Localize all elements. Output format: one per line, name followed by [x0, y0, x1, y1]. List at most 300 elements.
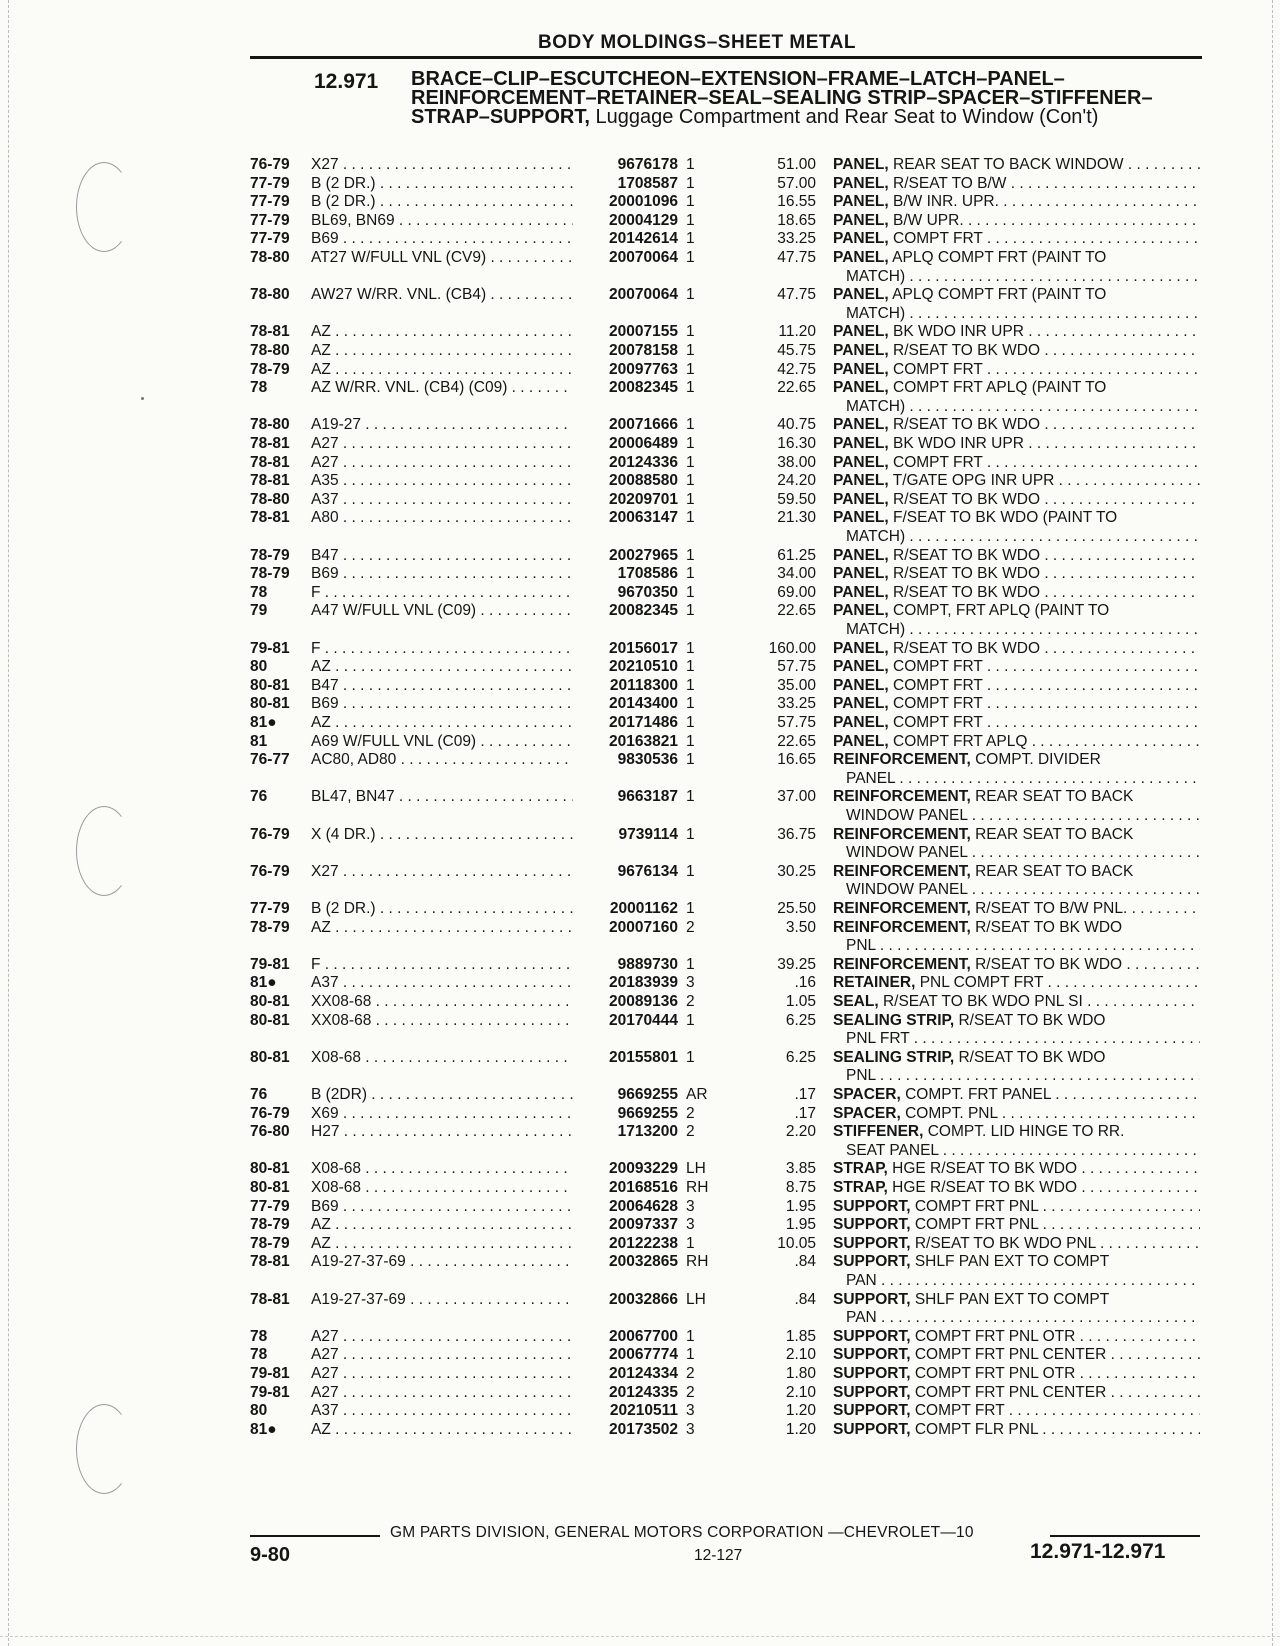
description-text: R/SEAT TO BK WDO: [893, 342, 1041, 359]
description-line-2: MATCH) . . .: [833, 528, 1200, 547]
description-text: R/SEAT TO BK WDO: [893, 639, 1041, 657]
description-line-1: [833, 286, 1200, 305]
model-year: 78-80: [250, 416, 290, 434]
description-text: R/SEAT TO B/W PNL.: [975, 900, 1128, 917]
part-description: [833, 1402, 1200, 1421]
part-description: [833, 361, 1200, 380]
price: 33.25: [777, 230, 816, 248]
quantity: 3: [686, 1402, 695, 1420]
part-name: REINFORCEMENT,: [833, 862, 971, 880]
description-line-1: [833, 175, 1200, 194]
model-code: AZ . . .: [311, 323, 573, 342]
description-line-2: PANEL . . .: [833, 770, 1200, 789]
model-code: A27 . . .: [311, 454, 573, 473]
description-text: R/SEAT TO BK WDO PNL: [914, 1234, 1096, 1252]
description-line-2: PAN . . .: [833, 1272, 1200, 1291]
model-year: 81●: [250, 1420, 277, 1438]
description-line-1: [833, 974, 1200, 993]
quantity: 2: [686, 1383, 695, 1401]
description-line-1: [833, 677, 1200, 696]
model-code: A27 . . .: [311, 1365, 573, 1384]
part-description: [833, 695, 1200, 714]
model-year: 80-81: [250, 1011, 290, 1029]
model-year: 78-80: [250, 249, 290, 266]
part-description: [833, 826, 1200, 863]
description-text: BK WDO INR UPR: [893, 323, 1024, 341]
description-text: COMPT FRT PNL CENTER: [914, 1383, 1107, 1401]
part-name: REINFORCEMENT,: [833, 825, 971, 843]
model-year: 77-79: [250, 193, 290, 211]
description-text: COMPT FRT: [893, 360, 983, 378]
quantity: 1: [686, 751, 695, 769]
quantity: RH: [686, 1179, 709, 1196]
part-number: 20088580: [609, 472, 678, 490]
model-year: 78-80: [250, 342, 290, 359]
part-name: SUPPORT,: [833, 1346, 911, 1364]
model-year: 80-81: [250, 1179, 290, 1196]
part-number: 20070064: [609, 249, 678, 266]
part-name: REINFORCEMENT,: [833, 955, 971, 973]
footer-page-number: 12-127: [694, 1547, 743, 1564]
part-number: 20118300: [609, 676, 678, 694]
description-text: R/SEAT TO BK WDO: [893, 583, 1041, 601]
quantity: 1: [686, 788, 695, 806]
part-number: 20027965: [609, 546, 678, 564]
quantity: 1: [686, 714, 695, 731]
description-text: COMPT FRT PNL CENTER: [914, 1346, 1107, 1364]
quantity: 3: [686, 1197, 695, 1215]
quantity: 2: [686, 1104, 695, 1122]
description-line-1: [833, 193, 1200, 212]
part-name: SUPPORT,: [833, 1383, 911, 1401]
model-year: 78: [250, 1327, 268, 1345]
model-code: H27 . . .: [311, 1123, 573, 1142]
part-name: SEAL,: [833, 993, 879, 1010]
part-name: PANEL,: [833, 156, 889, 173]
model-year: 80-81: [250, 993, 290, 1010]
model-code: AZ . . .: [311, 1421, 573, 1440]
part-number: 20155801: [609, 1048, 678, 1066]
part-description: [833, 751, 1200, 788]
description-line-1: [833, 658, 1200, 677]
price: 1.20: [785, 1420, 816, 1438]
header-rule: [250, 56, 1202, 59]
quantity: 1: [686, 1327, 695, 1345]
model-year: 81: [250, 732, 268, 750]
price: 59.50: [777, 490, 816, 508]
description-line-1: [833, 379, 1200, 398]
part-description: [833, 175, 1200, 194]
description-line-1: [833, 1012, 1200, 1031]
price: 47.75: [777, 286, 816, 304]
description-line-1: [833, 900, 1200, 919]
part-name: PANEL,: [833, 546, 889, 564]
price: 6.25: [785, 1011, 816, 1029]
description-text: COMPT FRT PNL OTR: [914, 1327, 1076, 1345]
part-name: PANEL,: [833, 602, 889, 620]
model-code: F . . .: [311, 956, 573, 975]
description-text: APLQ COMPT FRT (PAINT TO: [892, 249, 1107, 266]
part-number: 9830536: [617, 751, 678, 769]
part-number: 20070064: [609, 286, 678, 304]
model-year: 76-79: [250, 862, 290, 880]
model-code: A35 . . .: [311, 472, 573, 491]
quantity: 1: [686, 658, 695, 676]
part-number: 20032866: [609, 1290, 678, 1308]
description-line-1: [833, 993, 1200, 1012]
model-code: AZ . . .: [311, 1216, 573, 1235]
quantity: LH: [686, 1160, 706, 1178]
part-number: 1708587: [617, 174, 678, 192]
part-description: [833, 1012, 1200, 1049]
part-number: 20078158: [609, 342, 678, 359]
price: .84: [794, 1253, 816, 1271]
quantity: 1: [686, 453, 695, 471]
price: 45.75: [777, 342, 816, 359]
description-text: REAR SEAT TO BACK: [975, 825, 1134, 843]
part-number: 20171486: [609, 714, 678, 731]
part-description: [833, 974, 1200, 993]
model-code: B69 . . .: [311, 565, 573, 584]
description-line-2: MATCH) . . .: [833, 621, 1200, 640]
part-number: 20124336: [609, 453, 678, 471]
part-number: 9670350: [617, 583, 678, 601]
page-edge-right: [1272, 0, 1273, 1646]
part-name: PANEL,: [833, 509, 889, 527]
description-line-1: [833, 751, 1200, 770]
model-code: XX08-68 . . .: [311, 1012, 573, 1031]
part-description: [833, 956, 1200, 975]
model-code: A80 . . .: [311, 509, 573, 528]
part-number: 9676134: [617, 862, 678, 880]
price: 3.85: [785, 1160, 816, 1178]
model-year: 77-79: [250, 174, 290, 192]
description-line-1: [833, 826, 1200, 845]
price: .17: [794, 1086, 816, 1103]
model-code: X27 . . .: [311, 863, 573, 882]
model-year: 78-79: [250, 565, 290, 583]
part-description: [833, 1160, 1200, 1179]
description-text: COMPT FRT: [914, 1402, 1005, 1420]
part-name: PANEL,: [833, 360, 889, 378]
description-text: R/SEAT TO BK WDO: [975, 955, 1123, 973]
part-name: SPACER,: [833, 1104, 901, 1122]
description-text: COMPT FRT: [893, 695, 983, 713]
quantity: 1: [686, 230, 695, 248]
description-text: BK WDO INR UPR: [893, 435, 1024, 452]
description-line-1: [833, 547, 1200, 566]
description-line-1: [833, 1123, 1200, 1142]
model-code: AC80, AD80 . . .: [311, 751, 573, 770]
model-code: X08-68 . . .: [311, 1179, 573, 1198]
description-text: R/SEAT TO B/W: [893, 174, 1007, 192]
part-name: SUPPORT,: [833, 1197, 911, 1215]
part-number: 20089136: [609, 993, 678, 1010]
part-number: 20173502: [609, 1420, 678, 1438]
quantity: 1: [686, 639, 695, 657]
price: 35.00: [777, 676, 816, 694]
model-year: 77-79: [250, 211, 290, 229]
model-year: 81●: [250, 714, 277, 731]
part-number: 20097337: [609, 1216, 678, 1234]
model-year: 79-81: [250, 1365, 290, 1382]
description-text: REAR SEAT TO BACK: [975, 862, 1134, 880]
price: 36.75: [777, 825, 816, 843]
model-code: B (2 DR.) . . .: [311, 175, 573, 194]
description-line-1: [833, 323, 1200, 342]
part-number: 20210510: [609, 658, 678, 676]
part-number: 20168516: [609, 1179, 678, 1196]
description-line-1: [833, 788, 1200, 807]
description-text: PNL COMPT FRT: [919, 974, 1044, 992]
price: 2.10: [785, 1383, 816, 1401]
description-line-1: [833, 1384, 1200, 1403]
part-description: [833, 919, 1200, 956]
model-year: 78: [250, 379, 268, 397]
part-number: 20183939: [609, 974, 678, 992]
price: 22.65: [777, 732, 816, 750]
description-text: B/W INR. UPR.: [893, 193, 999, 211]
price: 2.20: [785, 1123, 816, 1141]
price: 57.00: [777, 174, 816, 192]
quantity: 1: [686, 472, 695, 490]
part-description: [833, 584, 1200, 603]
part-number: 20142614: [609, 230, 678, 248]
description-line-1: [833, 640, 1200, 659]
model-code: B (2 DR.) . . .: [311, 900, 573, 919]
part-number: 20156017: [609, 639, 678, 657]
model-year: 78-79: [250, 360, 290, 378]
model-year: 77-79: [250, 230, 290, 248]
part-number: 20006489: [609, 435, 678, 452]
model-code: A27 . . .: [311, 1328, 573, 1347]
description-text: R/SEAT TO BK WDO PNL SI: [882, 993, 1083, 1010]
quantity: 2: [686, 918, 695, 936]
part-name: PANEL,: [833, 453, 889, 471]
part-name: SUPPORT,: [833, 1290, 911, 1308]
part-number: 20071666: [609, 416, 678, 434]
part-name: STRAP,: [833, 1179, 888, 1196]
part-description: [833, 416, 1200, 435]
description-text: COMPT FRT: [893, 676, 983, 694]
model-year: 80: [250, 658, 268, 676]
description-text: COMPT, FRT APLQ (PAINT TO: [893, 602, 1110, 620]
model-year: 80-81: [250, 676, 290, 694]
part-number: 20124334: [609, 1365, 678, 1382]
price: 22.65: [777, 602, 816, 620]
description-line-1: [833, 565, 1200, 584]
quantity: 1: [686, 360, 695, 378]
part-name: PANEL,: [833, 379, 889, 397]
quantity: 2: [686, 993, 695, 1010]
model-year: 78-79: [250, 546, 290, 564]
description-text: R/SEAT TO BK WDO: [893, 490, 1041, 508]
price: 61.25: [777, 546, 816, 564]
description-line-1: [833, 1086, 1200, 1105]
part-number: 9889730: [617, 955, 678, 973]
description-line-1: [833, 156, 1200, 175]
part-name: PANEL,: [833, 732, 889, 750]
description-line-1: [833, 230, 1200, 249]
quantity: RH: [686, 1253, 709, 1271]
model-year: 78-79: [250, 918, 290, 936]
part-description: [833, 602, 1200, 639]
part-description: [833, 212, 1200, 231]
quantity: 1: [686, 416, 695, 434]
quantity: 1: [686, 174, 695, 192]
quantity: 1: [686, 1011, 695, 1029]
description-line-1: [833, 361, 1200, 380]
description-line-2: PNL . . .: [833, 1067, 1200, 1086]
quantity: 1: [686, 156, 695, 173]
part-number: 20082345: [609, 379, 678, 397]
binder-hole-top: [76, 162, 132, 252]
price: 51.00: [777, 156, 816, 173]
part-name: SUPPORT,: [833, 1420, 911, 1438]
description-line-1: [833, 1105, 1200, 1124]
description-line-2: SEAT PANEL . . .: [833, 1142, 1200, 1161]
quantity: 1: [686, 955, 695, 973]
part-description: [833, 1216, 1200, 1235]
model-code: AZ . . .: [311, 342, 573, 361]
price: 24.20: [777, 472, 816, 490]
part-description: [833, 1253, 1200, 1290]
model-year: 78-81: [250, 453, 290, 471]
description-text: R/SEAT TO BK WDO: [975, 918, 1123, 936]
price: 33.25: [777, 695, 816, 713]
scan-speck: [141, 397, 144, 400]
description-text: SHLF PAN EXT TO COMPT: [914, 1290, 1110, 1308]
binder-hole-middle: [76, 806, 132, 896]
quantity: 2: [686, 1123, 695, 1141]
part-description: [833, 640, 1200, 659]
model-code: AZ . . .: [311, 919, 573, 938]
model-year: 78: [250, 583, 268, 601]
model-year: 78-81: [250, 435, 290, 452]
part-number: 20064628: [609, 1197, 678, 1215]
description-text: COMPT FRT PNL: [914, 1197, 1039, 1215]
page-edge-bottom: [0, 1636, 1280, 1637]
model-year: 76: [250, 1086, 268, 1103]
quantity: 1: [686, 546, 695, 564]
price: 11.20: [778, 323, 816, 341]
quantity: 1: [686, 379, 695, 397]
description-line-1: [833, 1421, 1200, 1440]
model-code: AZ . . .: [311, 361, 573, 380]
part-description: [833, 1105, 1200, 1124]
part-number: 20032865: [609, 1253, 678, 1271]
description-line-1: [833, 435, 1200, 454]
description-line-2: WINDOW PANEL . . .: [833, 807, 1200, 826]
description-line-1: [833, 1328, 1200, 1347]
quantity: 1: [686, 509, 695, 527]
part-description: [833, 547, 1200, 566]
part-number: 9676178: [617, 156, 678, 173]
price: 47.75: [777, 249, 816, 266]
price: 6.25: [785, 1048, 816, 1066]
part-number: 20001162: [609, 900, 678, 917]
part-number: 20004129: [609, 211, 678, 229]
part-name: SUPPORT,: [833, 1402, 911, 1420]
quantity: 1: [686, 583, 695, 601]
part-name: PANEL,: [833, 323, 889, 341]
description-text: F/SEAT TO BK WDO (PAINT TO: [893, 509, 1118, 527]
part-name: PANEL,: [833, 416, 889, 434]
model-code: B47 . . .: [311, 547, 573, 566]
part-description: [833, 1049, 1200, 1086]
part-name: SEALING STRIP,: [833, 1048, 955, 1066]
page-edge-left: [8, 0, 9, 1646]
price: 1.20: [785, 1402, 816, 1420]
binder-hole-bottom: [76, 1404, 132, 1494]
quantity: 1: [686, 732, 695, 750]
model-year: 81●: [250, 974, 277, 992]
part-description: [833, 342, 1200, 361]
model-year: 78-80: [250, 286, 290, 304]
part-description: [833, 1198, 1200, 1217]
part-name: STIFFENER,: [833, 1123, 924, 1141]
model-code: BL69, BN69 . . .: [311, 212, 573, 231]
model-year: 78-81: [250, 509, 290, 527]
description-line-1: [833, 1365, 1200, 1384]
part-name: PANEL,: [833, 435, 889, 452]
quantity: 1: [686, 1234, 695, 1252]
description-text: COMPT. PNL: [905, 1104, 998, 1122]
model-year: 78-81: [250, 1253, 290, 1271]
description-text: SHLF PAN EXT TO COMPT: [914, 1253, 1110, 1271]
description-text: COMPT. FRT PANEL: [905, 1086, 1051, 1103]
price: 40.75: [777, 416, 816, 434]
description-line-1: [833, 1235, 1200, 1254]
part-number: 20067700: [609, 1327, 678, 1345]
description-text: COMPT FRT: [893, 658, 983, 676]
model-year: 80-81: [250, 1160, 290, 1178]
model-year: 79: [250, 602, 268, 620]
part-name: SUPPORT,: [833, 1365, 911, 1382]
model-code: A37 . . .: [311, 974, 573, 993]
model-year: 76-79: [250, 825, 290, 843]
part-name: REINFORCEMENT,: [833, 788, 971, 806]
model-code: F . . .: [311, 640, 573, 659]
part-number: 9663187: [617, 788, 678, 806]
part-name: PANEL,: [833, 342, 889, 359]
model-code: X69 . . .: [311, 1105, 573, 1124]
quantity: 1: [686, 323, 695, 341]
part-description: [833, 454, 1200, 473]
description-line-1: [833, 212, 1200, 231]
part-description: [833, 435, 1200, 454]
description-line-1: [833, 491, 1200, 510]
model-code: XX08-68 . . .: [311, 993, 573, 1012]
part-name: PANEL,: [833, 286, 889, 304]
price: 160.00: [768, 639, 816, 657]
model-year: 78-81: [250, 1290, 290, 1308]
quantity: 1: [686, 211, 695, 229]
model-year: 78-81: [250, 472, 290, 490]
part-name: SPACER,: [833, 1086, 901, 1103]
description-line-1: [833, 695, 1200, 714]
description-text: R/SEAT TO BK WDO: [893, 546, 1041, 564]
part-number: 9669255: [617, 1104, 678, 1122]
part-name: REINFORCEMENT,: [833, 900, 971, 917]
description-text: COMPT FRT: [893, 230, 983, 248]
part-description: [833, 565, 1200, 584]
part-description: [833, 249, 1200, 286]
footer-date: 9-80: [250, 1544, 291, 1566]
model-year: 78-81: [250, 323, 290, 341]
description-text: R/SEAT TO BK WDO: [958, 1048, 1106, 1066]
model-code: B69 . . .: [311, 695, 573, 714]
